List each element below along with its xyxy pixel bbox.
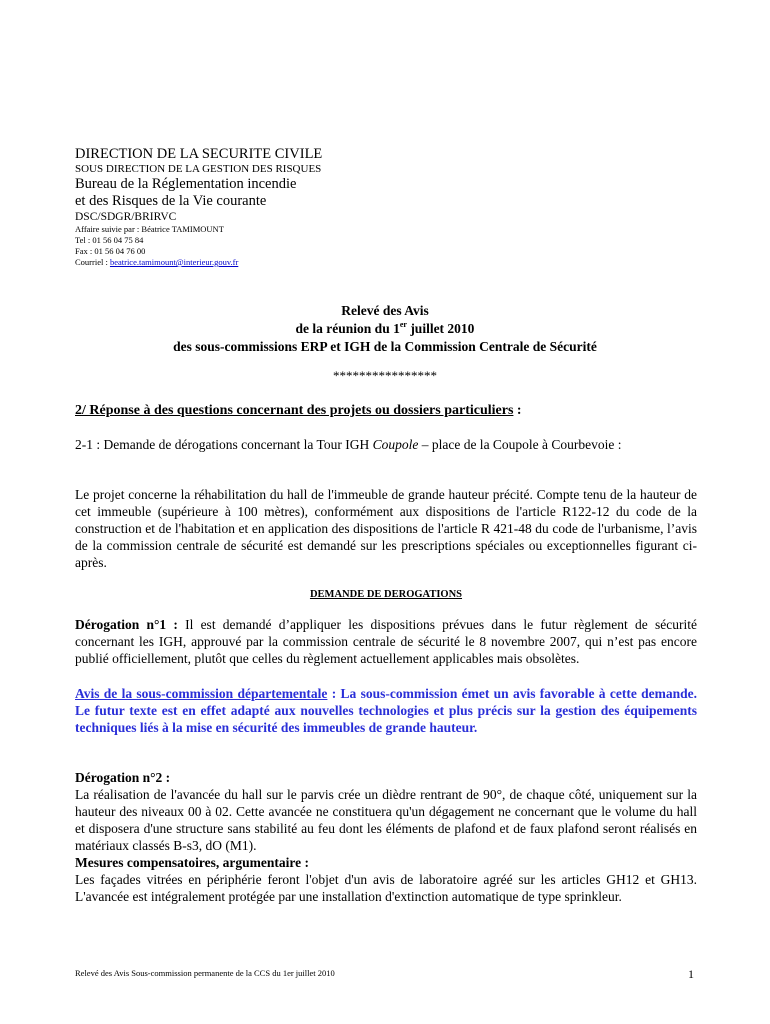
derogation-2 <box>75 769 697 905</box>
mesures-label: Mesures compensatoires, argumentaire : <box>75 855 309 870</box>
reference-code: DSC/SDGR/BRIRVC <box>75 211 177 223</box>
derogations-heading: DEMANDE DE DEROGATIONS <box>309 589 463 600</box>
avis-sous-commission: Avis de la sous-commission départementale : La sous-commission émet un avis favorable à cette demande. Le futur texte est en effet adapté aux nouvelles technologies et plus précis sur la gestion des équipements techniques liés à la mise en sécurité des immeubles de grande hauteur. <box>75 686 697 735</box>
bureau-line-1: Bureau de la Réglementation incendie <box>75 176 297 192</box>
derogation-2-text: La réalisation de l'avancée du hall sur le parvis crée un dièdre rentrant de 90°, de chaque côté, uniquement sur la hauteur des niveaux 00 à 02. Cette avancée ne constituera qu'un dégagement ne concernant que le volume du hall et disposera d'une structure sans stabilité au feu dont les éléments de plafond et de faux plafond seront réalisés en matériaux classés B-s3, dO (M1). <box>75 787 697 853</box>
contact-fax: Fax : 01 56 04 76 00 <box>75 246 146 256</box>
title-line-1: Relevé des Avis <box>341 303 429 318</box>
mesures-text: Les façades vitrées en périphérie feront l'objet d'un avis de laboratoire agréé sur les articles GH12 et GH13. L'avancée est intégralement protégée par une installation d'extinction automatique de type sprinkleur. <box>75 872 697 904</box>
direction-title: DIRECTION DE LA SECURITE CIVILE <box>75 146 323 162</box>
subsection-2-1: 2-1 : Demande de dérogations concernant la Tour IGH Coupole – place de la Coupole à Courbevoie : <box>75 437 622 452</box>
letterhead <box>75 146 695 268</box>
contact-tel: Tel : 01 56 04 75 84 <box>75 235 144 245</box>
separator-stars: **************** <box>333 368 437 383</box>
contact-email-row <box>75 257 695 268</box>
title-line-3: des sous-commissions ERP et IGH de la Commission Centrale de Sécurité <box>173 339 597 354</box>
sous-direction: SOUS DIRECTION DE LA GESTION DES RISQUES <box>75 163 322 175</box>
contact-person: Affaire suivie par : Béatrice TAMIMOUNT <box>75 224 224 234</box>
title-line-2: de la réunion du 1er juillet 2010 <box>295 319 475 336</box>
document-title <box>40 302 730 356</box>
derogation-2-label: Dérogation n°2 : <box>75 770 171 785</box>
section-heading: 2/ Réponse à des questions concernant des projets ou dossiers particuliers : <box>75 403 522 418</box>
email-label: Courriel : <box>75 257 110 267</box>
derogation-1: Dérogation n°1 : Il est demandé d’appliquer les dispositions prévues dans le futur règlement de sécurité concernant les IGH, approuvé par la commission centrale de sécurité le 8 novembre 2007, qui n’est pas encore publié officiellement, plutôt que celles du règlement actuellement applicables mais obsolètes. <box>75 617 697 666</box>
bureau-line-2: et des Risques de la Vie courante <box>75 193 267 209</box>
project-paragraph: Le projet concerne la réhabilitation du hall de l'immeuble de grande hauteur précité. Compte tenu de la hauteur de cet immeuble (supérieure à 100 mètres), conformément aux dispositions de l'article R122-12 du code de la construction et de l'habitation et en application des dispositions de l'article R 421-48 du code de l'urbanisme, l’avis de la commission centrale de sécurité est demandé sur les prescriptions spéciales ou exceptionnelles figurant ci-après. <box>75 487 697 570</box>
email-link[interactable]: beatrice.tamimount@interieur.gouv.fr <box>109 257 239 267</box>
page-number: 1 <box>688 967 694 981</box>
page-footer: Relevé des Avis Sous-commission permanente de la CCS du 1er juillet 2010 <box>75 968 335 978</box>
